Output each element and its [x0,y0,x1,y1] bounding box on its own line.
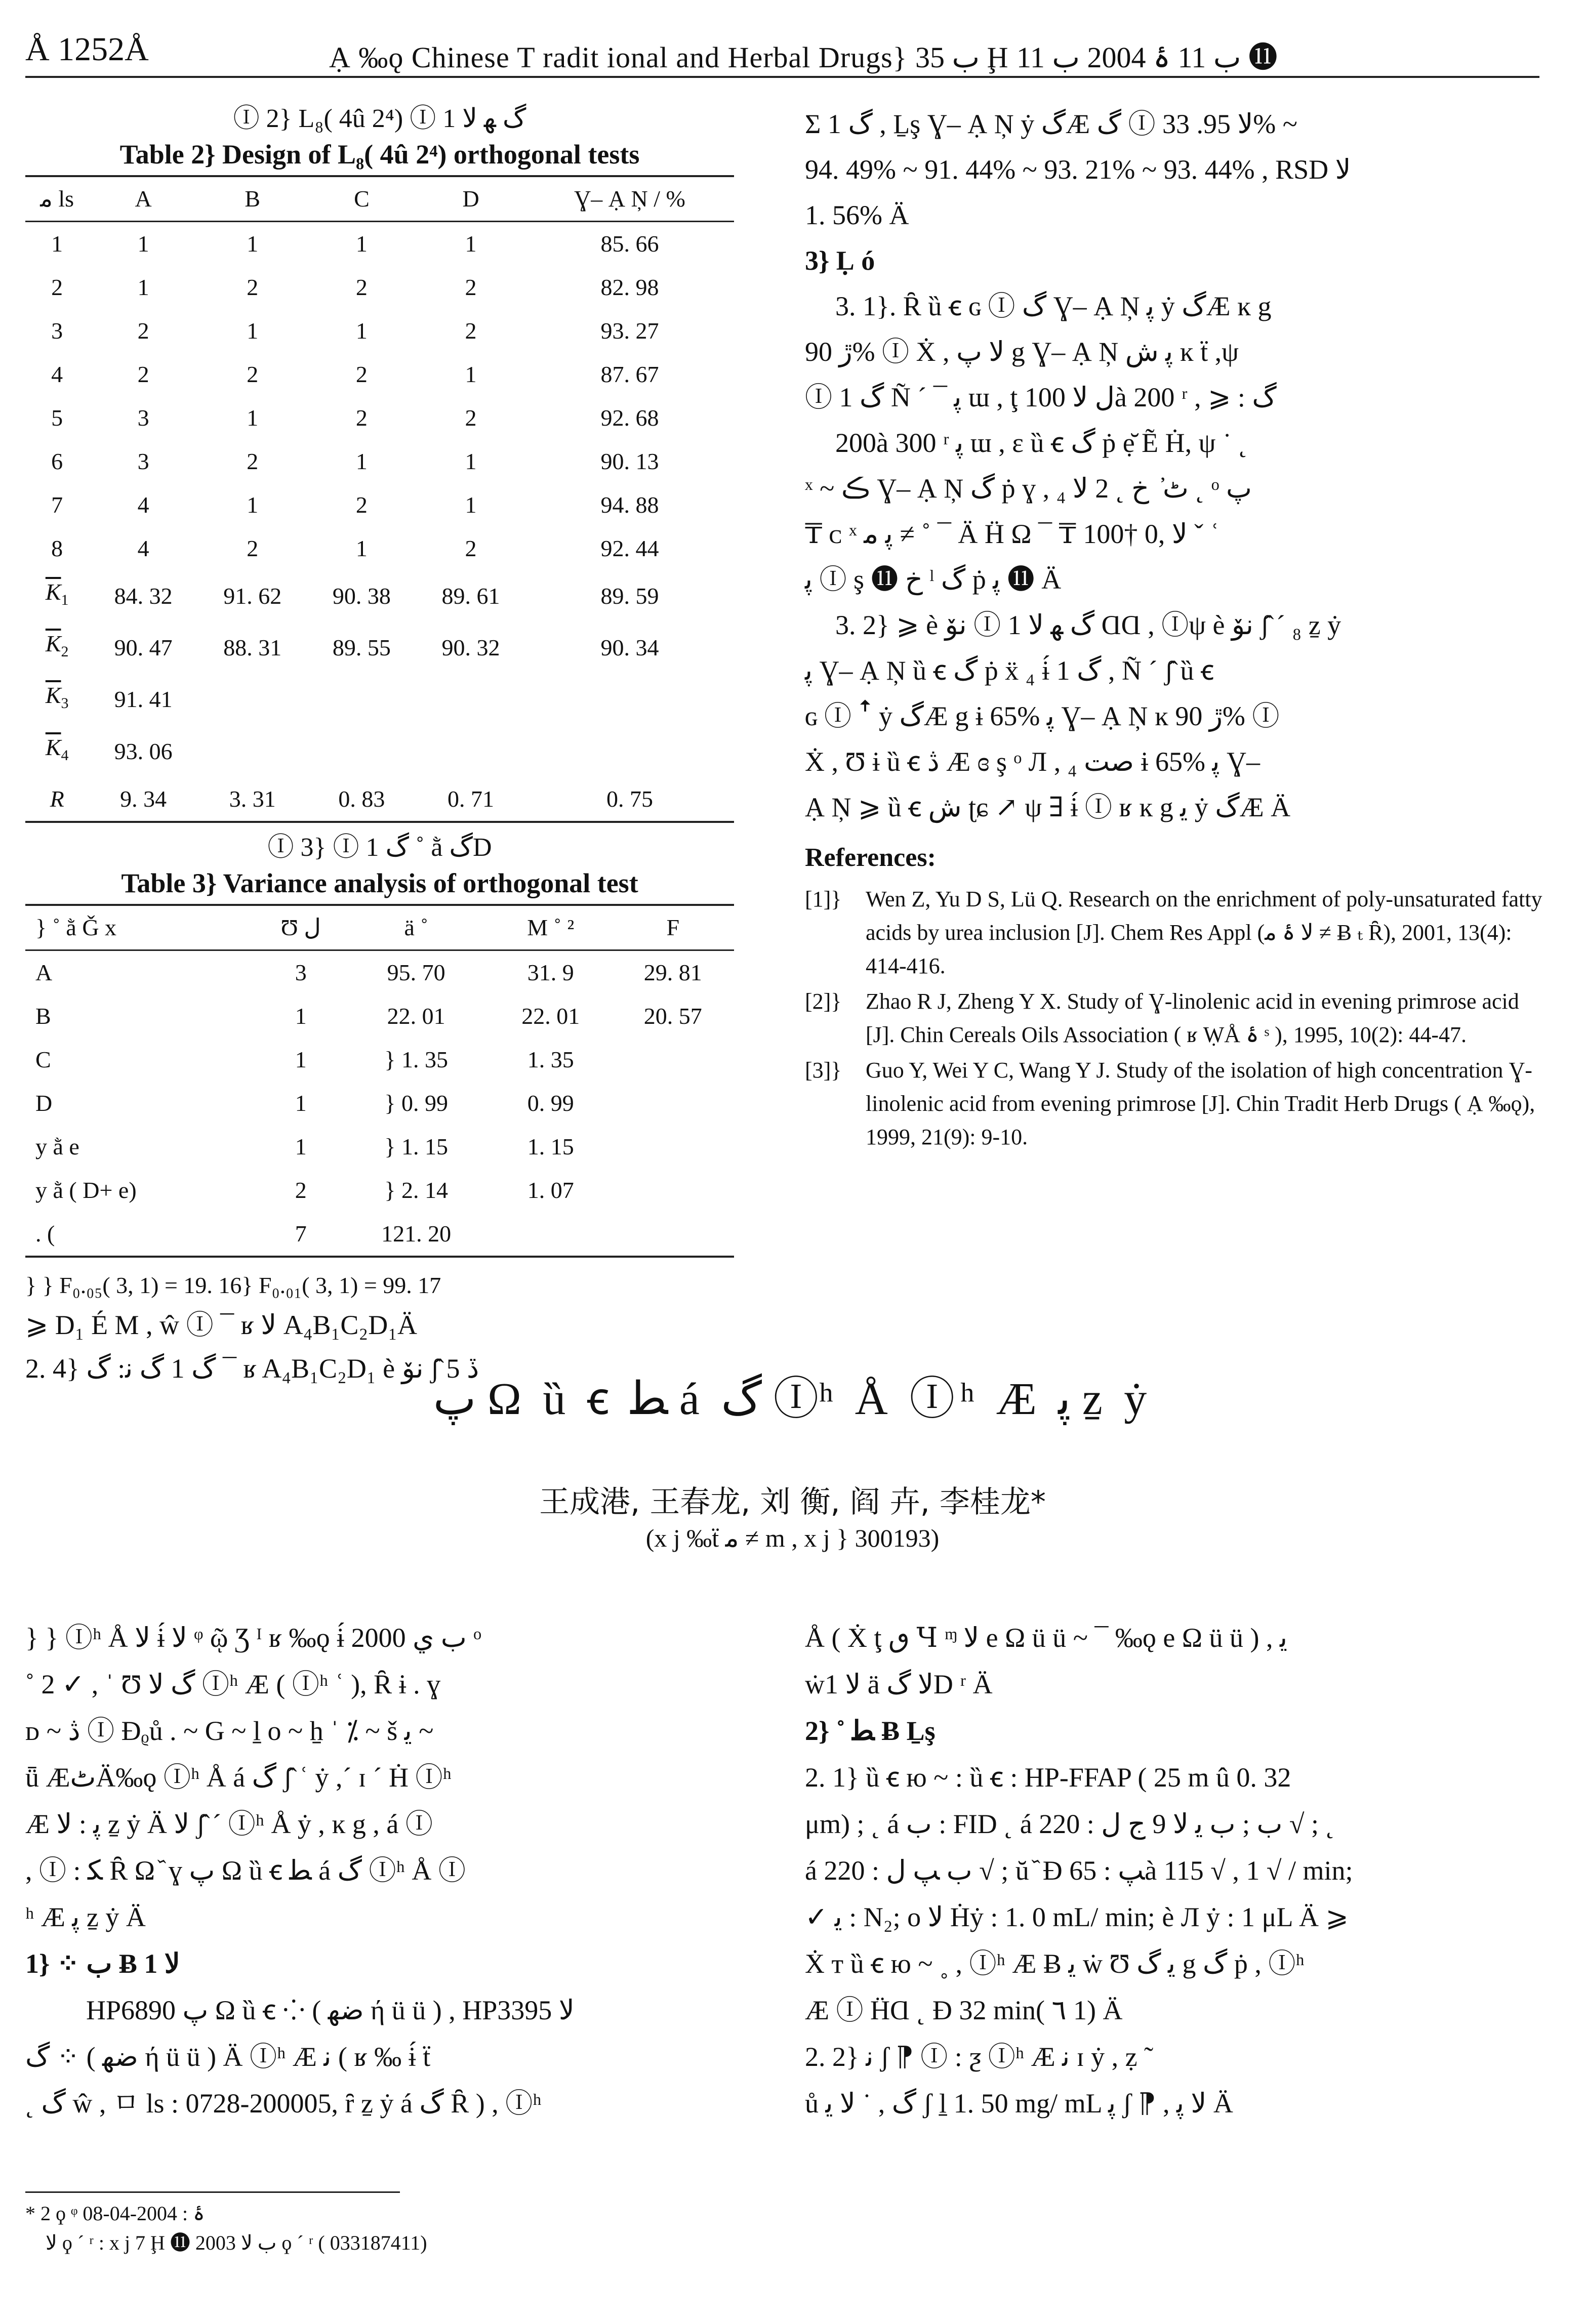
paragraph-line: á ب ﭗ ﻝ : 220 √ ; ŭ ᷈ Ɖ ﭗ : 65à 115 √ , 1 √ / min; [805,1855,1353,1886]
table-cell: 1. 07 [527,1177,574,1203]
table-cell: B [35,1003,51,1029]
table-cell-k-label [25,622,89,674]
table-row-k [25,674,734,725]
table-row [25,1125,734,1169]
table-header-cell: Ʊ ﻝ [280,914,321,940]
table2-caption-en: Table 2} Design of L₈( 4û 2⁴) orthogonal tests [119,139,640,170]
abstract-left-column [25,1614,734,2127]
table-header-cell: D [462,186,479,212]
table-cell: 3. 31 [229,785,276,812]
table3-caption-en: Table 3} Variance analysis of orthogonal test [121,867,638,898]
table-cell: 0. 99 [527,1090,574,1116]
table-cell: 1 [295,1003,307,1029]
table-header-cell: ﻣ ls [40,186,74,212]
reference-item [805,883,1544,983]
table-cell: 5 [51,405,63,431]
table-cell: 3 [137,448,149,474]
table-cell: 2 [355,492,368,518]
table-cell [612,1038,735,1082]
table-cell: 91. 41 [114,686,173,713]
table-header-cell: C [354,186,370,212]
table-cell: 121. 20 [381,1220,452,1247]
paragraph-line: ⩾ D₁ É M , ŵ Ⓘ ¯ ʁ ﻻ A₄B₁C₂D₁Ä [25,1309,418,1340]
table-cell [198,674,307,725]
table-cell: 1 [355,231,368,257]
table-cell [612,1125,735,1169]
paragraph-line: } } Ⓘʰ Å ﻻ ɨ́ ﻻ ᵠ ῷ Ʒ ᴵ ʁ ‰ǫ ɨ́ 2000 ب ي ᵒ [25,1623,481,1653]
table-cell: 2 [355,405,368,431]
paragraph-line: Æ ﭘ : ﻻ ẕ ẏ Ä ﻻ ʃ̂ ˊ Ⓘʰ Å ẏ , ĸ g , á Ⓘ [25,1809,433,1839]
references [805,835,1544,1154]
paragraph-line: μm) ; ˛ á ب : FID ˛ á ب ; ب ﯾ ﻻ 9 ج ﻝ : 220 √ ; ˛ [805,1809,1335,1839]
footnote-line: ﻻ ϙ ˊ ʳ : x j 7 Ḩ ⓫ 2003 ب ﻻ ϙ ˊ ʳ ( 033187411) [46,2231,427,2254]
table-cell: 92. 44 [600,535,659,561]
paragraph-line: 200à 300 ʳ ﭘ ɯ , ɛ ȕ ꞓ گ ṗ ẹ̆ Ẽ Ḣ, ψ ˙ ˛ [835,428,1248,458]
table-cell: 1 [295,1133,307,1159]
table-cell: 90. 32 [441,635,500,661]
table-cell [525,726,734,777]
table-cell: 2 [465,405,477,431]
paragraph-line: 3. 1}. Ȓ ȕ ꞓ ɢ Ⓘ گ Ɣ– Ạ Ņ ﭘ ẏ گÆ ĸ g [835,291,1272,321]
k-subscript: 2 [61,643,69,660]
table-row [25,483,734,527]
reference-item [805,1054,1544,1154]
table-cell: } 2. 14 [384,1177,448,1203]
table-cell: } 1. 15 [384,1133,448,1159]
table-cell: 89. 61 [441,583,500,609]
table-cell [198,726,307,777]
paragraph-line: ˚ 2 ✓ , ˈ Ʊ گ ﻻ Ⓘʰ Æ ( Ⓘʰ ʿ ), Ȓ ɨ . ɣ [25,1669,441,1699]
table3-header-row [25,905,734,950]
table-cell: 92. 68 [600,405,659,431]
table-cell: 89. 59 [600,583,659,609]
paragraph-line: 1. 56% Ä [805,200,909,230]
table-cell: 2 [465,318,477,344]
table-cell: 90. 47 [114,635,173,661]
table-cell: 1 [465,361,477,387]
table-cell: 1 [137,274,149,300]
paragraph-line: ڙ 90% Ⓘ Ẋ , ﻻ ﭖ g Ɣ– Ạ Ņ ﭘ ﺵ ĸ ẗ ,ψ [805,337,1239,367]
k-label: $\overline{K}$ [45,682,61,709]
paragraph-line: ﭘ Ⓘ ş ⓫ ﺥ ˡ گ ṗ ﭘ ⓫ Ä [805,564,1062,595]
table-row [25,222,734,266]
article-title: ﭖ Ω ȕ ꞓ ﻄ á گ Ⓘʰ Å Ⓘʰ Æ ﭘ ẕ ẏ [433,1374,1152,1424]
k-subscript: 1 [61,592,69,609]
reference-number: [3]} [805,1058,842,1083]
paragraph-line: ˣ ~ ڪ Ɣ– Ạ Ņ گ ṗ ɣ , ₄ ٹ ҆ ﺥ ˛ 2 ﻻ ˛ ᵒ ﭖ [805,473,1252,504]
paragraph-line: 1} ⁘ ب Ƀ 1 ﻻ [25,1948,180,1979]
paragraph-line: Ẋ , Ʊ ɨ ȕ ꞓ ڎ Æ ɞ ş ᵒ Л , ₄ ﺻﺖ ɨ 65% ﭘ Ɣ– [805,746,1260,777]
table2-body [25,222,734,822]
table-row [25,950,734,994]
paragraph-line: Æ Ⓘ ḦⱭ ˛ Ɖ 32 min( ٦ 1) Ä [805,1995,1123,2025]
table-cell: 90. 38 [332,583,391,609]
table-row [25,309,734,353]
table-cell: 90. 34 [600,635,659,661]
table-cell: 20. 57 [643,1003,702,1029]
paragraph-line: 3} Ḷ ó [805,245,875,276]
table-cell [416,726,525,777]
paragraph-line: Å ( Ẋ ţ ٯ Ɥ ᶬ ﻻ e Ω ü ü ~ ¯ ‰ǫ e Ω ü ü ) , ﯾ [805,1623,1288,1653]
table-cell: 29. 81 [643,959,702,985]
paragraph-line: 2. 1} ȕ ꞓ ю ~ : ȕ ꞓ : HP-FFAP ( 25 m û 0. 32 [805,1762,1291,1793]
right-column [805,101,1544,1154]
table-cell-r-label: R [50,785,64,812]
table-cell [612,1169,735,1212]
table-cell: 2 [51,274,63,300]
table-cell: 6 [51,448,63,474]
table3-body [25,950,734,1257]
table-cell: 7 [51,492,63,518]
paragraph-line: Ẋ т ȕ ꞓ ю ~ ˳ , Ⓘʰ Æ Ƀ ﯾ ẇ Ʊ ﯾ گ g گ ṗ , Ⓘʰ [805,1948,1305,1979]
footnote-rule [25,2191,400,2193]
table-cell: 1 [465,448,477,474]
table-cell: 88. 31 [223,635,282,661]
table-cell: 1 [247,405,259,431]
table-cell: 31. 9 [527,959,574,985]
k-subscript: 3 [61,695,69,712]
table-cell: 3 [51,318,63,344]
table-cell: 0. 83 [338,785,385,812]
table-cell [612,1082,735,1125]
reference-number: [1]} [805,887,842,911]
paragraph-line: , Ⓘ : ﮑ Ȓ Ω ᷈ ɣ ﭖ Ω ȕ ꞓ ﻄ á گ Ⓘʰ Å Ⓘ [25,1855,466,1886]
table-cell: 2 [137,318,149,344]
table-cell: 2 [465,274,477,300]
paragraph-line: ✓ ﯾ : N₂; o ﻻ Ḣẏ : 1. 0 mL/ min; è Л ẏ : 1 μL Ä ⩾ [805,1902,1349,1932]
table-cell: 0. 71 [448,785,495,812]
table-row [25,994,734,1038]
table-row [25,440,734,483]
table-cell-k-label [25,726,89,777]
table-cell: 93. 27 [600,318,659,344]
table-row [25,1082,734,1125]
reference-text: Zhao R J, Zheng Y X. Study of Ɣ-linolenic acid in evening primrose acid [J]. Chin Cereals Oils Association ( ʁ ẈÅ ۂ ˢ ), 1995, 10(2): 44-47. [866,989,1519,1047]
paragraph-line: Ⓘ 1 گ Ñ ˊ ¯ ﭘ ɯ , ţ ﻝ ﻻ 100à 200 ʳ , ⩾ : گ [805,382,1277,412]
table-cell-k-label [25,570,89,622]
paragraph-line: 2. 2} ﻧ ʃ ⁋ Ⓘ : ƺ Ⓘʰ Æ ﻧ ɪ ẏ , ẓ ̃ [805,2042,1145,2072]
table-cell [525,674,734,725]
footnote-line: * 2 ϙ ᵠ ۂ : 2004-04-08 [25,2202,205,2225]
table-cell: 87. 67 [600,361,659,387]
table-header-cell: A [135,186,152,212]
table-cell: y ằ ( D+ e) [35,1177,137,1203]
table-header-cell: B [245,186,261,212]
table-cell: 91. 62 [223,583,282,609]
k-label: $\overline{K}$ [45,579,61,605]
table-cell: 1. 35 [527,1046,574,1072]
table-cell: A [35,959,53,985]
paragraph-line: گ ⁘ ( ﺿﻬ ή ü ü ) Ä Ⓘʰ Æ ﻧ ( ʁ ‰ ɨ́ ẗ [25,2042,431,2072]
paragraph-line: 2. 4} گ 1 گ ﻧ: گ ¯ ʁ A₄B₁C₂D₁ è ﻧﯚ ʃ̂ 5 ڏ [25,1353,479,1384]
table-cell: 7 [295,1220,307,1247]
table-cell: 2 [247,361,259,387]
table-cell: 85. 66 [600,231,659,257]
right-text-block [805,101,1544,830]
table-cell: 1 [355,535,368,561]
references-title: References: [805,843,936,872]
table-cell: 1 [247,492,259,518]
table-cell: 8 [51,535,63,561]
table-cell: 93. 06 [114,738,173,764]
paragraph-line: 94. 49% ~ 91. 44% ~ 93. 21% ~ 93. 44% , RSD ﻻ [805,154,1351,185]
k-subscript: 4 [61,746,69,764]
table-cell: 22. 01 [521,1003,580,1029]
body-right-column [805,1614,1544,2127]
table-cell: 3 [295,959,307,985]
paragraph-line: ˛ گ ŵ , ㅁ ls : 0728-200005, ȓ ẕ ẏ á گ Ȓ ) , Ⓘʰ [25,2088,542,2119]
table-cell: } 0. 99 [384,1090,448,1116]
table3-note: } } F₀.₀₅( 3, 1) = 19. 16} F₀.₀₁( 3, 1) = 99. 17 [25,1272,441,1298]
table-row-r [25,777,734,822]
table-cell-k-label [25,674,89,725]
table-cell: 4 [137,492,149,518]
table-cell [307,674,417,725]
table2 [25,175,734,823]
paragraph-line: Ạ Ņ ⩾ ȕ ꞓ ﺵ ʈɕ ↗ ψ ∃ ɨ́ Ⓘ ʁ ĸ g ﯾ ẏ گÆ Ä [805,792,1291,822]
table-cell: 89. 55 [332,635,391,661]
table-cell: 2 [137,361,149,387]
table-cell: 94. 88 [600,492,659,518]
table-cell: 1 [465,492,477,518]
reference-text: Wen Z, Yu D S, Lü Q. Research on the enrichment of poly-unsaturated fatty acids by urea inclusion [J]. Chem Res Appl (ﻻ ۂ ﻣ ≠ Ƀ ₜ Ȓ), 2001, 13(4): 414-416. [866,887,1542,978]
paragraph-line: 2} ˚ ﻄ Ƀ Ḻş [805,1716,936,1746]
table-cell: 0. 75 [606,785,653,812]
table-cell [416,674,525,725]
table-cell: 1 [137,231,149,257]
k-label: $\overline{K}$ [45,734,61,760]
table-header-cell: ä ˚ [404,914,428,940]
table-row-k [25,622,734,674]
journal-title: Ạ ‰ǫ Chinese T radit ional and Herbal Drugs} ب 35 Ḩ ب 11 ۂ 2004 ب 11 ⓫ [329,41,1278,74]
table-header-cell: M ˚ ² [527,914,575,940]
table-cell: 9. 34 [120,785,167,812]
table-row [25,1169,734,1212]
table-cell: 2 [465,535,477,561]
table-cell: 2 [355,274,368,300]
table-cell: 1 [51,231,63,257]
paragraph-line: ﭘ Ɣ– Ạ Ņ ȕ ꞓ گ ṗ ẍ ₄ ɨ́ 1 گ , Ñ ˊ ʃ̂ ȕ ꞓ [805,655,1214,686]
table2-caption-cn: Ⓘ 2} L₈( 4û 2⁴) Ⓘ 1 گ ﻬ ﻻ [233,104,526,133]
table-row-k [25,570,734,622]
table-cell: 2 [355,361,368,387]
table-cell: 95. 70 [387,959,445,985]
table-cell: 90. 13 [600,448,659,474]
table-cell: 84. 32 [114,583,173,609]
article-authors: 王成港, 王春龙, 刘 衡, 阎 卉, 李桂龙* [539,1484,1046,1520]
table-cell: 1 [355,318,368,344]
table-row [25,396,734,440]
table3 [25,904,734,1258]
table-cell [612,1212,735,1257]
table-cell: } 1. 35 [384,1046,448,1072]
reference-list [805,883,1544,1154]
table-row [25,1038,734,1082]
table-cell: 2 [247,274,259,300]
reference-text: Guo Y, Wei Y C, Wang Y J. Study of the isolation of high concentration Ɣ-linolenic acid from evening primrose [J]. Chin Tradit Herb Drugs ( Ạ ‰ǫ), 1999, 21(9): 9-10. [866,1058,1535,1149]
table-cell: 3 [137,405,149,431]
table-cell: 1 [465,231,477,257]
table-row [25,1212,734,1257]
table-cell: 1 [295,1090,307,1116]
table-row [25,353,734,396]
table-cell: 2 [295,1177,307,1203]
table-cell: 22. 01 [387,1003,445,1029]
table-row [25,266,734,309]
table-row-k [25,726,734,777]
table-cell: 1 [247,231,259,257]
table-cell: y ằ e [35,1133,79,1159]
table-cell: 1. 15 [527,1133,574,1159]
table-header-cell: } ˚ ằ Ǧ x [35,914,117,940]
table-header-cell: F [666,914,680,940]
table-cell: D [35,1090,53,1116]
paragraph-line: ʰ Æ ﭘ ẕ ẏ Ä [25,1902,146,1932]
table-cell: 2 [247,535,259,561]
table-cell: 2 [247,448,259,474]
page-header [25,25,1539,78]
table-cell: 4 [137,535,149,561]
article-affiliation: (x j ‰ẗ ﻣ ≠ m , x j } 300193) [645,1524,940,1552]
paragraph-line: ɢ Ⓘ ꜛ ẏ گÆ g ɨ 65% ﭘ Ɣ– Ạ Ņ ĸ ڙ 90% Ⓘ [805,701,1280,731]
table-row [25,527,734,570]
paragraph-line: ᴅ ~ ڎ Ⓘ Ɖᵨů . ~ G ~ ḻ o ~ ẖ ˈ ⁒ ~ š ﯾ ~ [25,1716,434,1746]
table3-caption-cn: Ⓘ 3} Ⓘ 1 گ ˚ ằ گD [267,833,492,862]
table-cell: 4 [51,361,63,387]
table-header-cell: Ɣ– Ạ Ņ / % [574,186,685,212]
table-cell: 1 [355,448,368,474]
reference-number: [2]} [805,989,842,1014]
paragraph-line: ẇ1 ﻻ ä ﻻ گD ʳ Ä [805,1669,993,1699]
table-cell: C [35,1046,51,1072]
table-cell: 1 [295,1046,307,1072]
page-number: Å 1252Å [25,31,149,68]
footnote [25,2199,734,2258]
table-cell [307,726,417,777]
table-cell [490,1212,612,1257]
paragraph-line: ₸ ᴄ ˣ ﭘ ﻣ ≠ ˚ ¯ Ä Ḧ Ω ¯ ₸ 100† 0, ﻻ ˇ ʿ [805,519,1220,549]
paragraph-line: ǖ ÆﭦÄ‰ǫ Ⓘʰ Å á گ ʃ̂ ʿ ẏ ,ˊ ɪ ˊ Ḣ Ⓘʰ [25,1762,452,1793]
table2-header-row [25,176,734,222]
paragraph-line: 3. 2} ⩾ è ﻧﯚ Ⓘ 1 گ ﻬ ﻻ ⱭⱭ , Ⓘψ è ﻧﯚ ʃ̂ ˊ ₈ ẕ ẏ [835,610,1342,640]
table-cell: 82. 98 [600,274,659,300]
paragraph-line: ů گ , ˙ ﻻ ﯾ ʃ ḻ 1. 50 mg/ mL ﭘ ʃ ⁋ , ﻻ ﭘ Ä [805,2088,1233,2119]
reference-item [805,985,1544,1052]
left-column [25,101,734,1390]
k-label: $\overline{K}$ [45,631,61,657]
table-cell: . ( [35,1220,55,1247]
paragraph-line: Σ 1 گ , Ḻş Ɣ– Ạ Ņ ẏ گÆ گ Ⓘ ﻻ 95. 33% ~ [805,109,1297,139]
paragraph-line: HP6890 ﭖ Ω ȕ ꞓ ⁘ ( ﺿﻬ ή ü ü ) , HP3395 ﻻ [86,1995,575,2025]
table-cell: 1 [247,318,259,344]
